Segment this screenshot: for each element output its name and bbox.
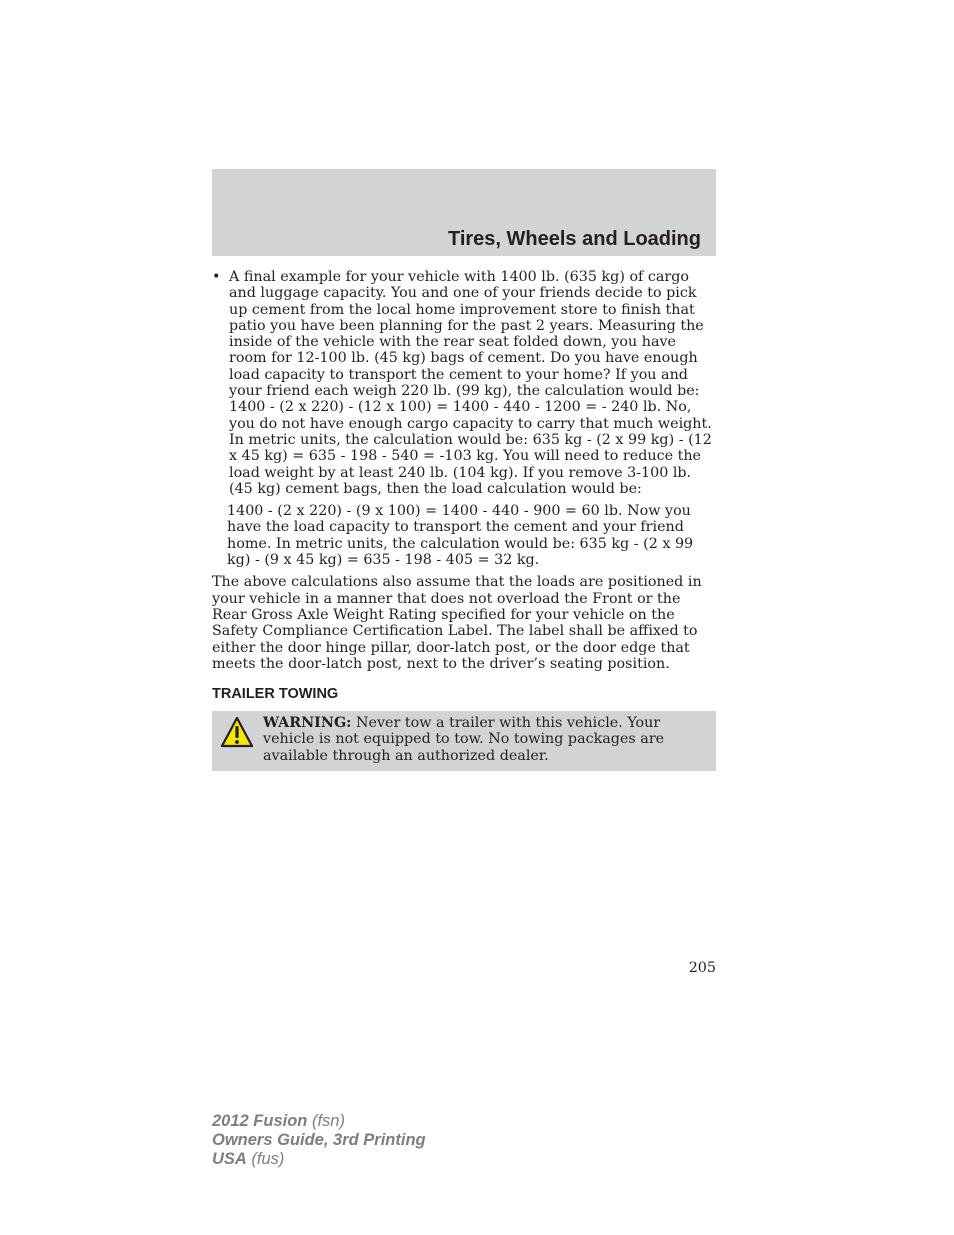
chapter-title: Tires, Wheels and Loading (447, 228, 701, 250)
footer (212, 1112, 426, 1169)
footer-guide: Owners Guide, 3rd Printing (212, 1131, 426, 1149)
footer-line-region (212, 1150, 426, 1169)
footer-model: 2012 Fusion (212, 1112, 308, 1130)
page-content (212, 269, 716, 771)
warning-box (212, 711, 716, 771)
calculation-paragraph: 1400 - (2 x 220) - (9 x 100) = 1400 - 440 - 900 = 60 lb. Now you have the load capacity to transport the cement and your friend home. In metric units, the calculation would be: 635 kg - (2 x 99 kg) - (9 x 45 kg) = 635 - 198 - 405 = 32 kg. (227, 503, 694, 569)
bullet-dot: • (212, 269, 221, 285)
body-paragraph: The above calculations also assume that the loads are positioned in your vehicle in a manner that does not overload the Front or the Rear Gross Axle Weight Rating specified for your vehicle on the Safety Compliance Certification Label. The label shall be affixed to either the door hinge pillar, door-latch post, or the door edge that meets the door-latch post, next to the driver’s seating position. (212, 574, 702, 672)
section-heading: TRAILER TOWING (212, 686, 339, 703)
warning-text: Never tow a trailer with this vehicle. Your vehicle is not equipped to tow. No towing packages are available through an authorized dealer. (263, 715, 665, 764)
footer-model-code: (fsn) (307, 1112, 345, 1130)
footer-region-code: (fus) (246, 1150, 285, 1168)
bullet-text: A final example for your vehicle with 1400 lb. (635 kg) of cargo and luggage capacity. You and one of your friends decide to pick up cement from the local home improvement store to finish that patio you have been planning for the past 2 years. Measuring the inside of the vehicle with the rear seat folded down, you have room for 12-100 lb. (45 kg) bags of cement. Do you have enough load capacity to transport the cement to your home? If you and your friend each weigh 220 lb. (99 kg), the calculation would be: 1400 - (2 x 220) - (12 x 100) = 1400 - 440 - 1200 = - 240 lb. No, you do not have enough cargo capacity to carry that much weight. In metric units, the calculation would be: 635 kg - (2 x 99 kg) - (12 x 45 kg) = 635 - 198 - 540 = -103 kg. You will need to reduce the load weight by at least 240 lb. (104 kg). If you remove 3-100 lb. (45 kg) cement bags, then the load calculation would be: (229, 269, 712, 497)
footer-region: USA (212, 1150, 247, 1168)
warning-triangle-icon (220, 716, 254, 750)
footer-line-model (212, 1112, 426, 1131)
bullet-item (212, 269, 716, 497)
chapter-header-band (212, 169, 716, 256)
warning-label: WARNING: (263, 715, 352, 732)
page-number: 205 (688, 960, 716, 976)
